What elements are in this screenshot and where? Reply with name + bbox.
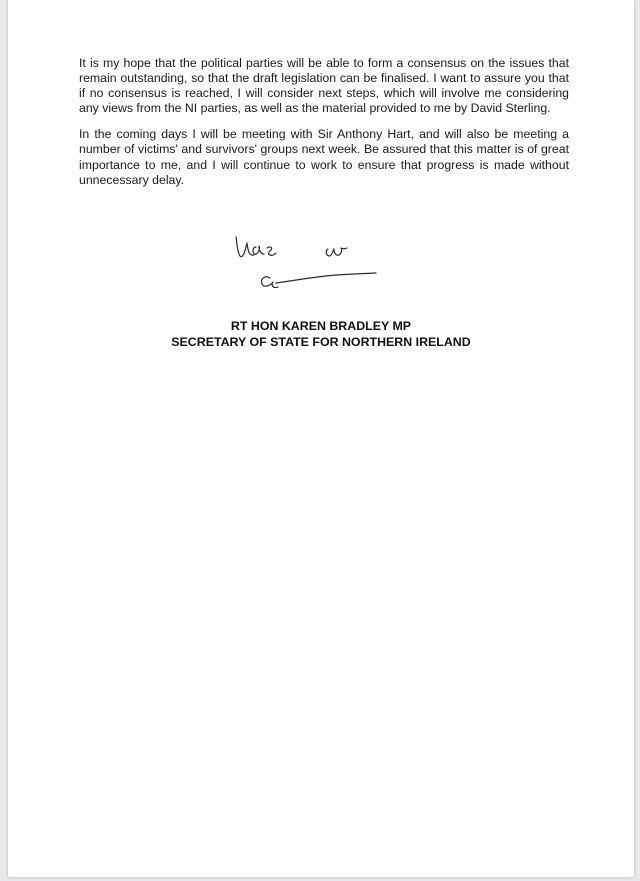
handwritten-signature: [218, 223, 388, 303]
document-page: [8, 0, 634, 877]
letter-body: [79, 56, 569, 199]
signatory-name: RT HON KAREN BRADLEY MP: [230, 319, 412, 333]
paragraph-meetings: In the coming days I will be meeting with Sir Anthony Hart, and will also be meeting a number of victims' and survivors' groups next week. Be assured that this matter is of great importance to me, and I will continue to work to ensure that progress is made without unnecessary delay.: [79, 127, 569, 187]
signatory-block: [8, 318, 634, 350]
signatory-title: SECRETARY OF STATE FOR NORTHERN IRELAND: [171, 335, 471, 349]
paragraph-consensus: It is my hope that the political parties will be able to form a consensus on the issues that remain outstanding, so that the draft legislation can be finalised. I want to assure you that if no consensus is reached, I will consider next steps, which will involve me considering any views from the NI parties, as well as the material provided to me by David Sterling.: [79, 56, 569, 116]
signature-image: [218, 223, 388, 303]
